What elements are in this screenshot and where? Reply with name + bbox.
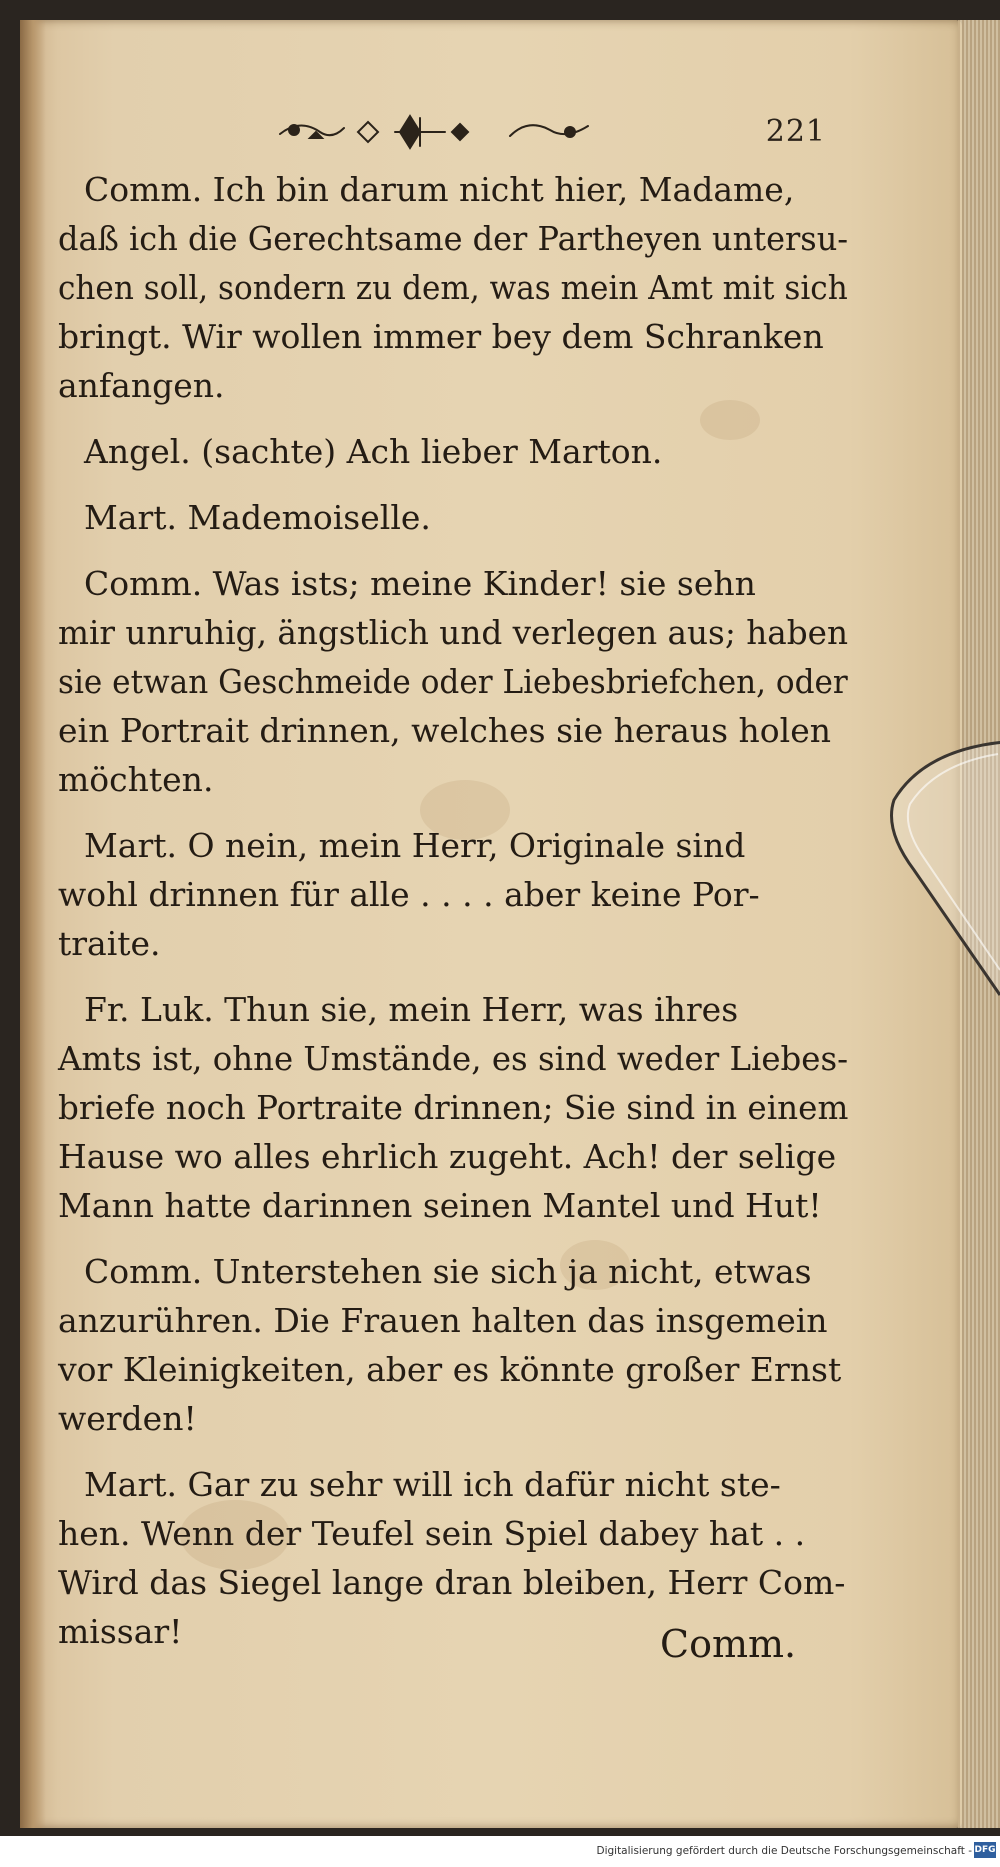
text-line: daß ich die Gerechtsame der Partheyen untersu- (58, 219, 849, 258)
printer-ornament-icon (270, 110, 600, 152)
text-line: Angel. (sachte) Ach lieber Marton. (84, 432, 663, 471)
page-gutter-shadow (20, 20, 46, 1828)
text-line: wohl drinnen für alle . . . . aber keine Por- (58, 875, 760, 914)
text-line: Mart. O nein, mein Herr, Originale sind (84, 826, 746, 865)
text-line: Comm. Ich bin darum nicht hier, Madame, (84, 170, 795, 209)
text-line: anzurühren. Die Frauen halten das insgemein (58, 1301, 828, 1340)
body-text (58, 165, 849, 1673)
text-line: sie etwan Geschmeide oder Liebesbriefchen, oder (58, 662, 848, 701)
text-line: mir unruhig, ängstlich und verlegen aus; haben (58, 613, 849, 652)
text-line: werden! (58, 1399, 197, 1438)
text-line: traite. (58, 924, 161, 963)
paragraph (58, 821, 828, 968)
paragraph (58, 1247, 842, 1443)
text-line: vor Kleinigkeiten, aber es könnte großer Ernst (58, 1350, 842, 1389)
text-line: Wird das Siegel lange dran bleiben, Herr Com- (58, 1563, 846, 1602)
text-line: möchten. (58, 760, 214, 799)
plastic-clip-icon (884, 740, 1000, 1000)
text-line: Comm. Was ists; meine Kinder! sie sehn (84, 564, 756, 603)
text-line: ein Portrait drinnen, welches sie heraus holen (58, 711, 831, 750)
text-line: Fr. Luk. Thun sie, mein Herr, was ihres (84, 990, 739, 1029)
funding-credit: Digitalisierung gefördert durch die Deutsche Forschungsgemeinschaft - (596, 1845, 972, 1857)
paragraph (58, 427, 828, 476)
text-line: hen. Wenn der Teufel sein Spiel dabey hat . . (58, 1514, 806, 1553)
page-number: 221 (765, 114, 826, 149)
text-line: missar! (58, 1612, 183, 1651)
paragraph (58, 985, 849, 1230)
text-line: Mart. Mademoiselle. (84, 498, 431, 537)
text-line: chen soll, sondern zu dem, was mein Amt mit sich (58, 268, 848, 307)
text-line: Mann hatte darinnen seinen Mantel und Hut! (58, 1186, 822, 1225)
paragraph (58, 493, 828, 542)
page-header (250, 104, 862, 154)
text-line: Amts ist, ohne Umstände, es sind weder Liebes- (58, 1039, 849, 1078)
text-line: Comm. Unterstehen sie sich ja nicht, etwas (84, 1252, 812, 1291)
text-line: bringt. Wir wollen immer bey dem Schranken (58, 317, 824, 356)
text-line: anfangen. (58, 366, 225, 405)
text-line: Mart. Gar zu sehr will ich dafür nicht ste- (84, 1465, 781, 1504)
paragraph (58, 559, 849, 804)
catchword: Comm. (660, 1622, 797, 1666)
text-line: Hause wo alles ehrlich zugeht. Ach! der selige (58, 1137, 837, 1176)
dfg-logo-icon: DFG (974, 1842, 996, 1858)
digitization-footer (0, 1836, 1000, 1867)
paragraph (58, 165, 849, 410)
text-line: briefe noch Portraite drinnen; Sie sind in einem (58, 1088, 849, 1127)
